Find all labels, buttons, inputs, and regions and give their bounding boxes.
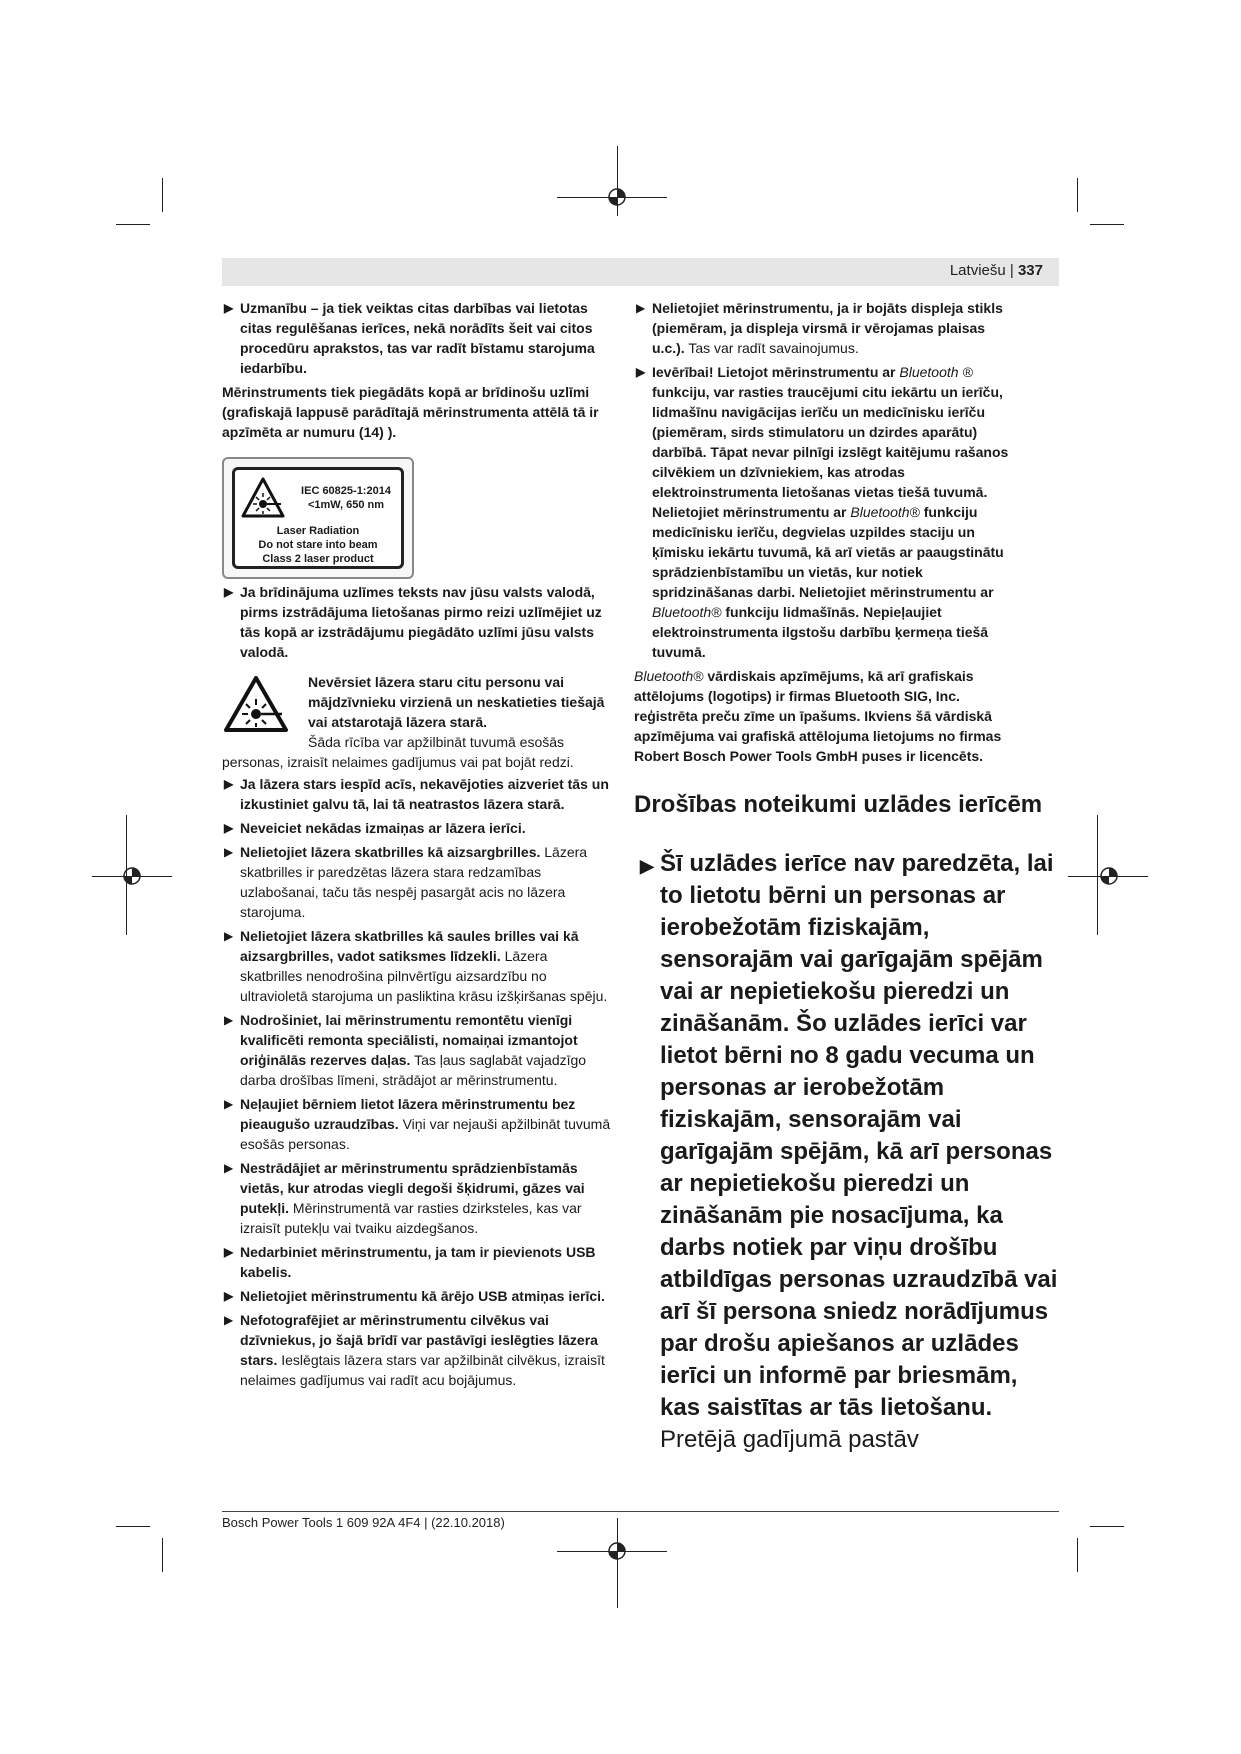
paragraph-text: vārdiskais apzīmējums, kā arī grafiskais attēlojums (logotips) ir firmas Bluetooth SIG, Inc. reģistrēta preču zīme un īpašums. Ikviens šā vārdiskā apzīmējuma vai grafiskā attēlojuma lietojums no firmas Robert Bosch Power Tools GmbH puses ir licencēts. — [634, 668, 1002, 764]
page-number: 337 — [1017, 262, 1043, 279]
item-bold: Nelietojiet lāzera skatbrilles kā aizsargbrilles. — [240, 844, 541, 860]
item-bold: Nelietojiet mērinstrumentu, ja ir bojāts displeja stikls (piemēram, ja displeja virsmā ir vērojamas plaisas u.c.). — [652, 300, 1003, 356]
section-heading: Drošības noteikumi uzlādes ierīcēm — [634, 791, 1043, 818]
charger-warning: ▶ Šī uzlādes ierīce nav paredzēta, lai to lietotu bērni un personas ar ierobežotām fiziskajām, sensorajām vai garīgajām spējām vai ar nepietiekošu pieredzi un zināšanām. Šo uzlādes ierīci var lietot bērni no 8 gadu vecuma un personas ar ierobežotām fiziskajām, sensorajām vai garīgajām spējām, kā arī personas ar nepietiekošu pieredzi un zināšanām pie nosacījuma, ka darbs notiek par viņu drošību atbildīgas personas uzraudzībā vai arī šī persona sniedz norādījumus par drošu apiešanos ar uzlādes ierīci un informē par briesmām, kas saistītas ar tās lietošanu. Pretējā gadījumā pastāv — [640, 850, 1058, 1453]
list-item: ▶ Nelietojiet mērinstrumentu, ja ir bojāts displeja stikls (piemēram, ja displeja virsmā ir vērojamas plaisas u.c.). Tas var radīt savainojumus. — [636, 300, 1003, 356]
bluetooth-paragraph — [634, 666, 1018, 766]
item-normal: Mērinstrumentā var rasties dzirksteles, kas var izraisīt putekļu vai tvaiku aizdegšanos. — [240, 1200, 582, 1236]
list-item: ▶ Nelietojiet lāzera skatbrilles kā saules brilles vai kā aizsargbrilles, vadot satiksmes līdzekli. Lāzera skatbrilles nenodrošina pilnvērtīgu aizsardzību no ultravioletā starojuma un pasliktina krāsu izšķiršanas spēju. — [224, 928, 608, 1004]
item-text: funkciju, var rasties traucējumi citu iekārtu un ierīču, lidmašīnu navigācijas ierīču un medicīnisku ierīču (piemēram, sirds stimulatoru un dzirdes aparātu) darbībā. Tāpat nevar pilnīgi izslēgt kaitējumu rašanos cilvēkiem un dzīvniekiem, kas atrodas elektroinstrumenta lietošanas vietas tiešā tuvumā. Nelietojiet mērinstrumentu ar — [652, 384, 1009, 520]
registration-target-icon — [121, 865, 143, 887]
header-language: Latviešu — [949, 262, 1006, 279]
item-normal: Lāzera skatbrilles ir paredzētas lāzera stara redzamības uzlabošanai, taču tās nespēj pasargāt acis no lāzera starojuma. — [240, 844, 588, 920]
list-item: ▶ Nefotografējiet ar mērinstrumentu cilvēkus vai dzīvniekus, jo šajā brīdī var pastāvīgi ieslēgties lāzera stars. Ieslēgtais lāzera stars var apžilbināt cilvēkus, izraisīt nelaimes gadījumus vai radīt acu bojājumus. — [224, 1312, 605, 1388]
item-text: funkciju medicīnisku ierīču, degvielas uzpildes staciju un ķīmisku iekārtu tuvumā, kā arī vietās ar paaugstinātu sprādzienbīstamību un vietās, kur notiek spridzināšanas darbi. Nelietojiet mērinstrumentu ar — [652, 504, 1004, 600]
item-normal: Ieslēgtais lāzera stars var apžilbināt cilvēkus, izraisīt nelaimes gadījumus vai radīt acu bojājumus. — [240, 1352, 605, 1388]
list-item: ▶ Nelietojiet lāzera skatbrilles kā aizsargbrilles. Lāzera skatbrilles ir paredzētas lāzera stara redzamības uzlabošanai, taču tās nespēj pasargāt acis no lāzera starojuma. — [224, 844, 588, 920]
charger-warning-normal: Pretējā gadījumā pastāv — [660, 1426, 919, 1453]
item-normal: Tas var radīt savainojumus. — [688, 340, 859, 356]
laser-warning-text — [222, 672, 612, 732]
laser-hazard-icon — [241, 476, 285, 520]
item-text: Nelietojiet mērinstrumentu kā ārējo USB atmiņas ierīci. — [240, 1288, 605, 1304]
registration-target-icon — [606, 186, 628, 208]
list-item: ▶ Ievērībai! Lietojot mērinstrumentu ar Bluetooth ® funkciju, var rasties traucējumi citu iekārtu un ierīču, lidmašīnu navigācijas ierīču un medicīnisku ierīču (piemēram, sirds stimulatoru un dzirdes aparātu) darbībā. Tāpat nevar pilnīgi izslēgt kaitējumu rašanos cilvēkiem un dzīvniekiem, kas atrodas elektroinstrumenta lietošanas vietas tiešā tuvumā. Nelietojiet mērinstrumentu ar Bluetooth® funkciju medicīnisku ierīču, degvielas uzpildes staciju un ķīmisku iekārtu tuvumā, kā arī vietās ar paaugstinātu sprādzienbīstamību un vietās, kur notiek spridzināšanas darbi. Nelietojiet mērinstrumentu ar Bluetooth® funkciju lidmašīnās. Nepieļaujiet elektroinstrumenta ilgstošu darbību ķermeņa tiešā tuvumā. — [636, 364, 1009, 660]
item-bold: Nodrošiniet, lai mērinstrumentu remontētu vienīgi kvalificēti remonta speciālisti, nomaiņai izmantojot oriģinālās rezerves daļas. — [240, 1012, 578, 1068]
item-text: Ievērībai! Lietojot mērinstrumentu ar — [652, 364, 896, 380]
right-column — [634, 298, 1018, 766]
label-line1: Laser Radiation — [276, 525, 360, 537]
left-column-top — [222, 298, 612, 442]
item-text: Ja brīdinājuma uzlīmes teksts nav jūsu valsts valodā, pirms izstrādājuma lietošanas pirmo reizi uzlīmējiet uz tās kopā ar izstrādājumu piegādāto uzlīmi jūsu valsts valodā. — [240, 584, 602, 660]
list-item: ▶ Uzmanību – ja tiek veiktas citas darbības vai lietotas citas regulēšanas ierīces, nekā norādīts šeit vai citos procedūru aprakstos, tas var radīt bīstamu starojuma iedarbību. — [224, 300, 595, 376]
warning-normal: Šāda rīcība var apžilbināt tuvumā esošās personas, izraisīt nelaimes gadījumus vai pat bojāt redzi. — [222, 734, 574, 770]
bluetooth-mark: Bluetooth® — [850, 504, 920, 520]
label-standard: IEC 60825-1:2014 — [301, 485, 391, 497]
item-normal: Lāzera skatbrilles nenodrošina pilnvērtīgu aizsardzību no ultravioletā starojuma un pasliktina krāsu izšķiršanas spēju. — [240, 948, 608, 1004]
label-frame — [232, 467, 404, 569]
item-text: Neveiciet nekādas izmaiņas ar lāzera ierīci. — [240, 820, 526, 836]
list-item: ▶ Nodrošiniet, lai mērinstrumentu remontētu vienīgi kvalificēti remonta speciālisti, nomaiņai izmantojot oriģinālās rezerves daļas. Tas ļaus saglabāt vajadzīgo darba drošības līmeni, strādājot ar mērinstrumentu. — [224, 1012, 587, 1088]
item-bold: Nelietojiet lāzera skatbrilles kā saules brilles vai kā aizsargbrilles, vadot satiksmes līdzekli. — [240, 928, 579, 964]
bluetooth-mark: Bluetooth ® — [899, 364, 973, 380]
bluetooth-mark: Bluetooth® — [652, 604, 722, 620]
label-line3: Class 2 laser product — [262, 553, 374, 565]
registration-target-icon — [1098, 865, 1120, 887]
footer-divider — [222, 1511, 1059, 1512]
item-text: Ja lāzera stars iespīd acīs, nekavējoties aizveriet tās un izkustiniet galvu tā, lai tā neatrastos lāzera starā. — [240, 776, 609, 812]
item-normal: Tas ļaus saglabāt vajadzīgo darba drošības līmeni, strādājot ar mērinstrumentu. — [240, 1052, 587, 1088]
item-bold: Nestrādājiet ar mērinstrumentu sprādzienbīstamās vietās, kur atrodas viegli degoši šķidrumi, gāzes vai putekļi. — [240, 1160, 585, 1216]
charger-warning-bold: Šī uzlādes ierīce nav paredzēta, lai to lietotu bērni un personas ar ierobežotām fiziskajām, sensorajām vai garīgajām spējām vai ar nepietiekošu pieredzi un zināšanām. Šo uzlādes ierīci var lietot bērni no 8 gadu vecuma un personas ar ierobežotām fiziskajām, sensorajām vai garīgajām spējām, kā arī personas ar nepietiekošu pieredzi un zināšanām pie nosacījuma, ka darbs notiek par viņu drošību atbildīgas personas uzraudzībā vai arī šī persona sniedz norādījumus par drošu apiešanos ar uzlādes ierīci un informē par briesmām, kas saistītas ar tās lietošanu. — [660, 850, 1058, 1421]
item-normal: Viņi var nejauši apžilbināt tuvumā esošās personas. — [240, 1116, 611, 1152]
list-item: ▶ Ja brīdinājuma uzlīmes teksts nav jūsu valsts valodā, pirms izstrādājuma lietošanas pirmo reizi uzlīmējiet uz tās kopā ar izstrādājumu piegādāto uzlīmi jūsu valsts valodā. — [224, 584, 602, 660]
item-bold: Neļaujiet bērniem lietot lāzera mērinstrumentu bez pieaugušo uzraudzības. — [240, 1096, 576, 1132]
label-power: <1mW, 650 nm — [307, 499, 385, 511]
registration-target-icon — [606, 1540, 628, 1562]
laser-warning-label — [222, 457, 414, 579]
page-header — [222, 258, 1059, 286]
warning-bold: Nevērsiet lāzera staru citu personu vai mājdzīvnieku virzienā un neskatieties tiešajā vai atstarotajā lāzera starā. — [308, 674, 605, 730]
footer-text: Bosch Power Tools 1 609 92A 4F4 | (22.10.2018) — [222, 1515, 505, 1530]
item-text: funkciju lidmašīnās. Nepieļaujiet elektroinstrumenta ilgstošu darbību ķermeņa tiešā tuvumā. — [652, 604, 989, 660]
list-item: ▶ Neļaujiet bērniem lietot lāzera mērinstrumentu bez pieaugušo uzraudzības. Viņi var nejauši apžilbināt tuvumā esošās personas. — [224, 1096, 611, 1152]
bluetooth-mark: Bluetooth® — [634, 668, 704, 684]
list-item: ▶ Nelietojiet mērinstrumentu kā ārējo USB atmiņas ierīci. — [224, 1288, 605, 1304]
left-column-list — [222, 774, 612, 1394]
item-bold: Nefotografējiet ar mērinstrumentu cilvēkus vai dzīvniekus, jo šajā brīdī var pastāvīgi ieslēgties lāzera stars. — [240, 1312, 598, 1368]
left-column-mid — [222, 582, 612, 666]
header-separator: | — [1009, 262, 1014, 279]
paragraph: Mērinstruments tiek piegādāts kopā ar brīdinošu uzlīmi (grafiskajā lappusē parādītajā mērinstrumenta attēlā tā ir apzīmēta ar numuru (14) ). — [222, 384, 599, 440]
label-line2: Do not stare into beam — [258, 539, 378, 551]
list-item: ▶ Neveiciet nekādas izmaiņas ar lāzera ierīci. — [224, 820, 526, 836]
item-text: Nedarbiniet mērinstrumentu, ja tam ir pievienots USB kabelis. — [240, 1244, 596, 1280]
list-item: ▶ Nestrādājiet ar mērinstrumentu sprādzienbīstamās vietās, kur atrodas viegli degoši šķidrumi, gāzes vai putekļi. Mērinstrumentā var rasties dzirksteles, kas var izraisīt putekļu vai tvaiku aizdegšanos. — [224, 1160, 585, 1236]
item-text: Uzmanību – ja tiek veiktas citas darbības vai lietotas citas regulēšanas ierīces, nekā norādīts šeit vai citos procedūru aprakstos, tas var radīt bīstamu starojuma iedarbību. — [240, 300, 595, 376]
header-text — [950, 262, 1043, 279]
list-item: ▶ Nedarbiniet mērinstrumentu, ja tam ir pievienots USB kabelis. — [224, 1244, 596, 1280]
list-item: ▶ Ja lāzera stars iespīd acīs, nekavējoties aizveriet tās un izkustiniet galvu tā, lai tā neatrastos lāzera starā. — [224, 776, 609, 812]
